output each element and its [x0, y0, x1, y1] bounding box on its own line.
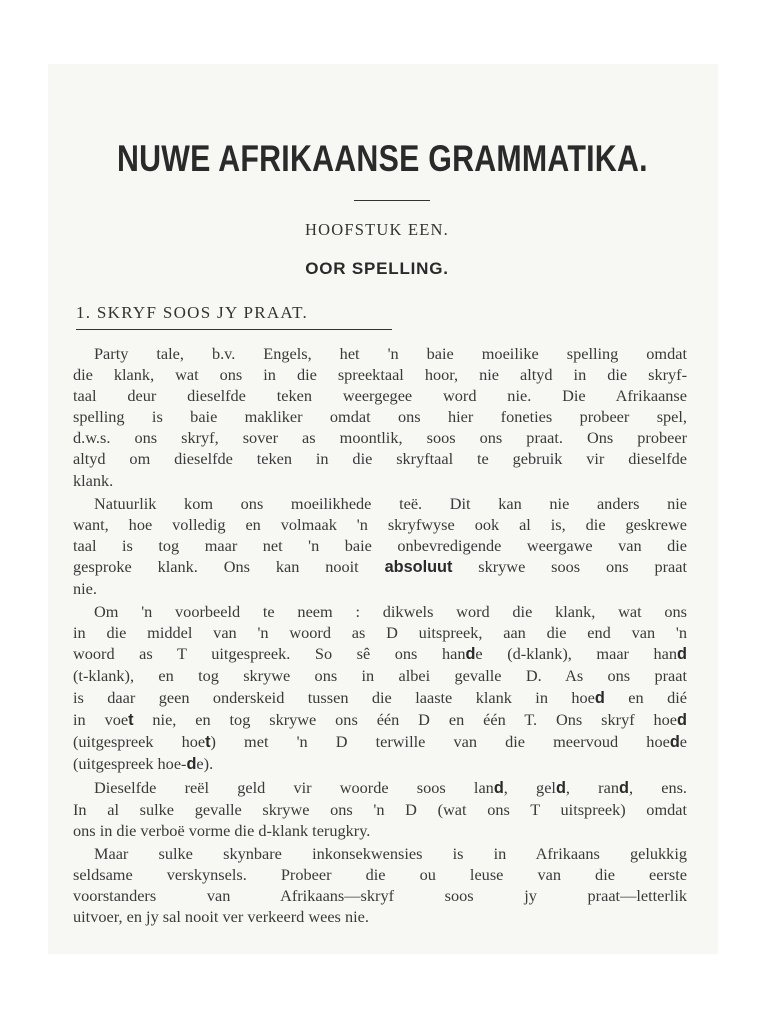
bold-letter: d [186, 754, 197, 773]
text-line: Maar sulke skynbare inkonsekwensies is in Afrikaans gelukkig [94, 844, 687, 864]
bold-letter: d [493, 778, 504, 797]
text-fragment: e). [196, 753, 214, 773]
bold-word: absoluut [384, 557, 453, 576]
text-line: taal deur dieselfde teken weergegee word nie. Die Afrikaanse [73, 386, 687, 406]
text-line [73, 687, 687, 709]
text-line [73, 556, 687, 578]
section-heading: OOR SPELLING. [305, 259, 449, 278]
text-line: Party tale, b.v. Engels, het 'n baie moeilike spelling omdat [94, 344, 687, 363]
paragraph-4 [73, 777, 687, 841]
text-line: uitvoer, en jy sal nooit ver verkeerd wees nie. [73, 907, 369, 927]
text-fragment: e [679, 731, 687, 751]
text-line: nie. [73, 579, 97, 599]
text-fragment: , ran [565, 777, 619, 797]
text-line [73, 777, 687, 799]
bold-letter: d [669, 732, 680, 751]
text-fragment: nie, en tog skrywe ons één D en één T. Ons skryf hoe [133, 709, 678, 729]
text-line: d.w.s. ons skryf, sover as moontlik, soos ons praat. Ons probeer [73, 428, 687, 448]
text-fragment: en dié [604, 687, 687, 707]
text-fragment: e (d-klank), maar han [475, 644, 678, 664]
text-line: Natuurlik kom ons moeilikhede teë. Dit kan nie anders nie [94, 493, 687, 513]
text-fragment: gesproke klank. Ons kan nooit [73, 556, 385, 576]
paragraph-2 [73, 493, 687, 599]
bold-letter: t [205, 732, 211, 751]
text-line [73, 731, 687, 753]
text-line: want, hoe volledig en volmaak 'n skryfwyse ook al is, die geskrewe [73, 514, 687, 534]
text-fragment: skrywe soos ons praat [452, 556, 688, 576]
text-fragment: Dieselfde reël geld vir woorde soos lan [94, 777, 494, 797]
text-fragment: , gel [503, 777, 556, 797]
chapter-heading: HOOFSTUK EEN. [305, 220, 449, 239]
text-fragment: (uitgespreek hoe [73, 731, 206, 751]
body-text [73, 343, 687, 930]
text-line: die klank, wat ons in die spreektaal hoor, nie altyd in die skryf- [73, 365, 687, 385]
text-line: (t-klank), en tog skrywe ons in albei gevalle D. As ons praat [73, 666, 687, 686]
text-line: ons in die verboë vorme die d-klank terugkry. [73, 821, 371, 841]
bold-letter: t [128, 710, 134, 729]
text-fragment: ) met 'n D terwille van die meervoud hoe [210, 731, 670, 751]
text-fragment: is daar geen onderskeid tussen die laaste klank in hoe [73, 687, 595, 707]
text-fragment: , ens. [628, 777, 687, 797]
paragraph-3 [73, 601, 687, 775]
text-line: klank. [73, 470, 114, 490]
text-line: Om 'n voorbeeld te neem : dikwels word die klank, wat ons [94, 602, 687, 622]
text-line: in die middel van 'n woord as D uitspreek, aan die end van 'n [73, 623, 687, 643]
bold-letter: d [618, 778, 629, 797]
bold-letter: d [677, 710, 687, 729]
text-line: altyd om dieselfde teken in die skryftaal te gebruik vir dieselfde [73, 449, 687, 469]
book-title: NUWE AFRIKAANSE GRAMMATIKA. [116, 138, 648, 179]
text-line [73, 643, 687, 665]
title-divider [354, 200, 430, 201]
text-line: spelling is baie makliker omdat ons hier foneties probeer spel, [73, 407, 687, 427]
bold-letter: d [677, 645, 687, 664]
bold-letter: d [465, 645, 476, 664]
text-line [73, 709, 687, 731]
text-fragment: in voe [73, 709, 129, 729]
bold-letter: d [555, 778, 566, 797]
subsection-heading: 1. SKRYF SOOS JY PRAAT. [76, 303, 392, 330]
paragraph-5 [73, 843, 687, 927]
text-line [73, 753, 687, 775]
text-line: In al sulke gevalle skrywe ons 'n D (wat ons T uitspreek) omdat [73, 799, 687, 819]
text-fragment: (uitgespreek hoe- [73, 753, 187, 773]
text-line: seldsame verskynsels. Probeer die ou leuse van die eerste [73, 865, 687, 885]
text-line: taal is tog maar net 'n baie onbevredigende weergawe van die [73, 535, 687, 555]
text-fragment: woord as T uitgespreek. So sê ons han [73, 644, 466, 664]
paragraph-1 [73, 343, 687, 491]
text-line: voorstanders van Afrikaans—skryf soos jy praat—letterlik [73, 886, 687, 906]
bold-letter: d [594, 688, 605, 707]
